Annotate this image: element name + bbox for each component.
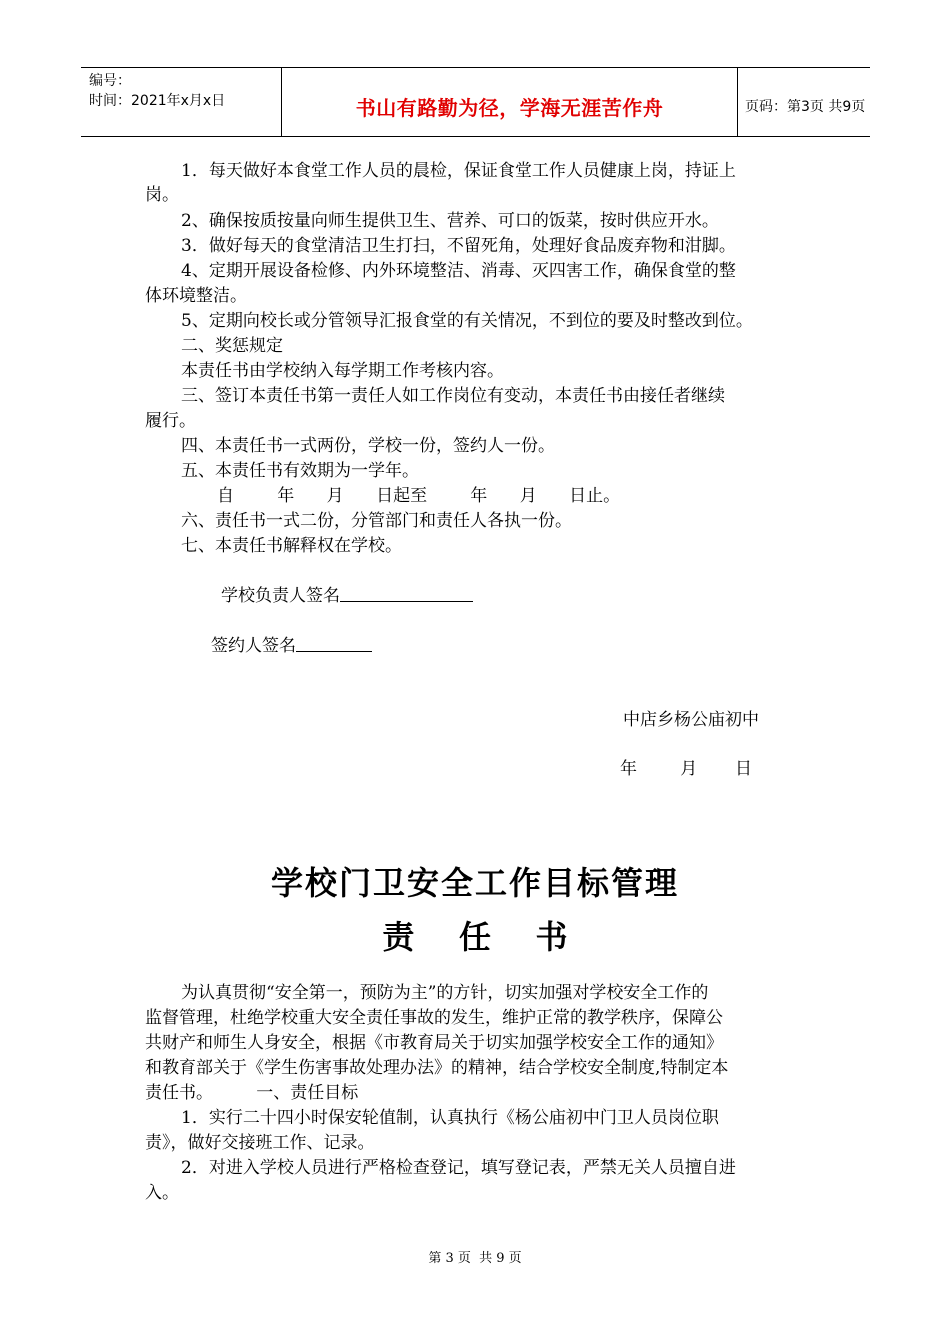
doc2-paragraph-line: 监督管理，杜绝学校重大安全责任事故的发生，维护正常的教学秩序，保障公 (145, 1008, 723, 1028)
school-head-signature-label: 学校负责人签名 (221, 586, 340, 606)
signature-blank[interactable] (340, 585, 473, 602)
body-line: 四、本责任书一式两份，学校一份，签约人一份。 (181, 436, 555, 456)
body-line: 体环境整洁。 (145, 286, 247, 306)
page-footer (0, 1247, 950, 1266)
body-line: 七、本责任书解释权在学校。 (181, 536, 402, 556)
body-line: 岗。 (145, 185, 179, 205)
doc2-subtitle-text: 责 任 书 (382, 918, 568, 956)
body-line: 三、签订本责任书第一责任人如工作岗位有变动，本责任书由接任者继续 (181, 386, 725, 406)
doc2-paragraph-line: 和教育部关于《学生伤害事故处理办法》的精神，结合学校安全制度,特制定本 (145, 1058, 729, 1078)
school-head-signature (221, 584, 473, 608)
signature-blank[interactable] (296, 635, 372, 652)
doc2-title: 学校门卫安全工作目标管理 (270, 864, 679, 902)
footer-page-number: 第 3 页 共 9 页 (428, 1251, 522, 1266)
document-number-label: 编号： (89, 73, 131, 89)
doc2-paragraph-line: 1．实行二十四小时保安轮值制，认真执行《杨公庙初中门卫人员岗位职 (181, 1108, 719, 1128)
header-left-cell (81, 68, 281, 136)
signing-date-line: 年 月 日 (620, 759, 753, 779)
doc2-paragraph-line: 责》，做好交接班工作、记录。 (145, 1133, 375, 1153)
doc2-paragraph-line: 责任书。 一、责任目标 (145, 1083, 359, 1103)
doc2-subtitle (0, 912, 950, 958)
header-page-info: 页码：第3页 共9页 (745, 99, 866, 115)
header-motto: 书山有路勤为径，学海无涯苦作舟 (355, 96, 664, 120)
validity-date-line: 自 年 月 日起至 年 月 日止。 (217, 486, 621, 506)
document-time-label: 时间：2021年x月x日 (89, 93, 226, 109)
school-name: 中店乡杨公庙初中 (623, 710, 759, 730)
header-page-cell (737, 68, 870, 136)
body-line: 4、定期开展设备检修、内外环境整洁、消毒、灭四害工作，确保食堂的整 (181, 261, 736, 281)
body-line: 1．每天做好本食堂工作人员的晨检，保证食堂工作人员健康上岗，持证上 (181, 161, 736, 181)
doc2-paragraph-line: 2．对进入学校人员进行严格检查登记，填写登记表，严禁无关人员擅自进 (181, 1158, 736, 1178)
doc2-paragraph-line: 为认真贯彻“安全第一，预防为主”的方针，切实加强对学校安全工作的 (181, 983, 709, 1003)
document-header (81, 67, 870, 137)
header-motto-cell (281, 68, 738, 136)
doc2-paragraph-line: 入。 (145, 1183, 179, 1203)
body-line: 5、定期向校长或分管领导汇报食堂的有关情况，不到位的要及时整改到位。 (181, 311, 753, 331)
signer-signature-label: 签约人签名 (211, 636, 296, 656)
body-line: 3．做好每天的食堂清洁卫生打扫，不留死角，处理好食品废弃物和泔脚。 (181, 236, 736, 256)
doc2-paragraph-line: 共财产和师生人身安全，根据《市教育局关于切实加强学校安全工作的通知》 (145, 1033, 723, 1053)
section-heading: 二、奖惩规定 (181, 336, 283, 356)
signer-signature (211, 634, 372, 658)
body-line: 五、本责任书有效期为一学年。 (181, 461, 419, 481)
body-line: 六、责任书一式二份，分管部门和责任人各执一份。 (181, 511, 572, 531)
body-line: 本责任书由学校纳入每学期工作考核内容。 (181, 361, 504, 381)
body-line: 履行。 (145, 411, 196, 431)
body-line: 2、确保按质按量向师生提供卫生、营养、可口的饭菜，按时供应开水。 (181, 211, 719, 231)
